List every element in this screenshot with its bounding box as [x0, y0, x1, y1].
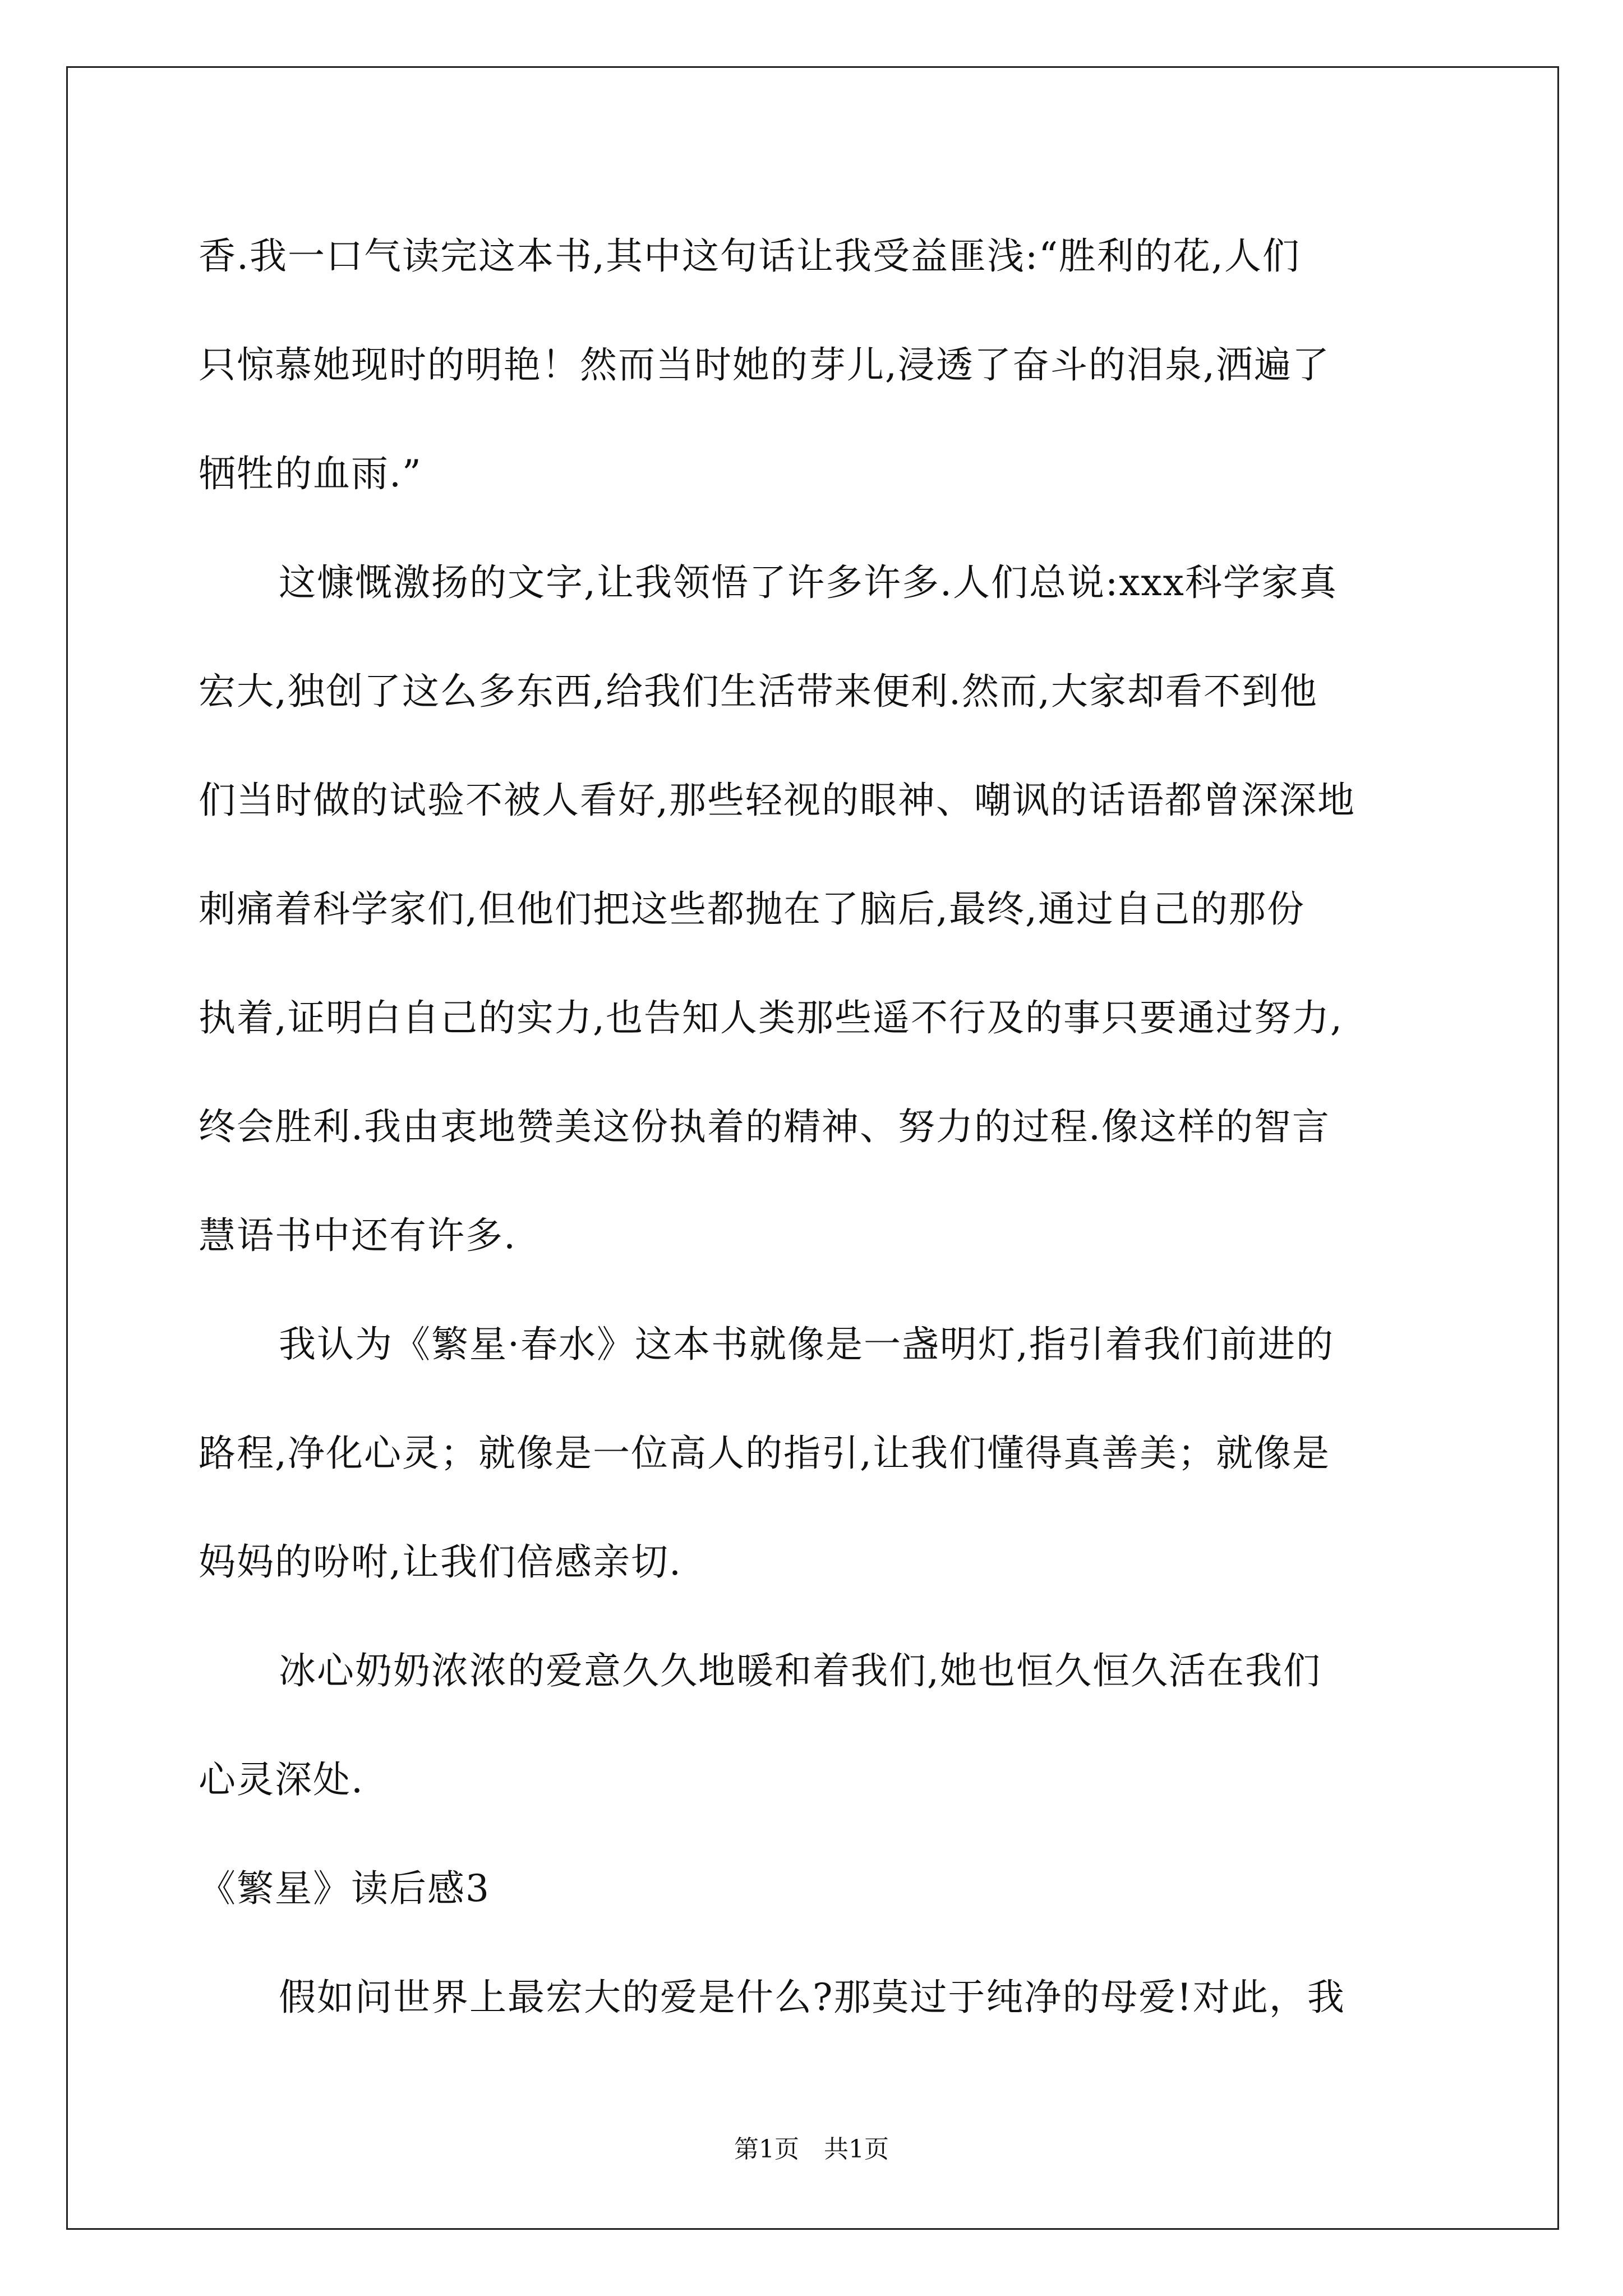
paragraph-start-line: 我认为《繁星·春水》这本书就像是一盏明灯,指引着我们前进的	[279, 1323, 1334, 1366]
text-line: 刺痛着科学家们,但他们把这些都抛在了脑后,最终,通过自己的那份	[199, 887, 1305, 931]
text-line: 只惊慕她现时的明艳！然而当时她的芽儿,浸透了奋斗的泪泉,洒遍了	[199, 343, 1330, 386]
text-line: 慧语书中还有许多.	[199, 1214, 517, 1257]
paragraph-start-line: 这慷慨激扬的文字,让我领悟了许多许多.人们总说:xxx科学家真	[279, 561, 1338, 604]
text-line: 香.我一口气读完这本书,其中这句话让我受益匪浅:“胜利的花,人们	[199, 234, 1301, 278]
text-line: 妈妈的吩咐,让我们倍感亲切.	[199, 1540, 682, 1584]
text-line: 心灵深处.	[199, 1758, 364, 1801]
text-line: 执着,证明白自己的实力,也告知人类那些遥不行及的事只要通过努力,	[199, 996, 1343, 1039]
paragraph-start-line: 冰心奶奶浓浓的爱意久久地暖和着我们,她也恒久恒久活在我们	[279, 1649, 1321, 1692]
text-line: 宏大,独创了这么多东西,给我们生活带来便利.然而,大家却看不到他	[199, 670, 1318, 713]
text-line: 牺牲的血雨.”	[199, 452, 422, 495]
paragraph-start-line: 假如问世界上最宏大的爱是什么?那莫过于纯净的母爱!对此，我	[279, 1976, 1345, 2019]
section-heading: 《繁星》读后感3	[199, 1867, 490, 1910]
text-line: 路程,净化心灵；就像是一位高人的指引,让我们懂得真善美；就像是	[199, 1432, 1330, 1475]
document-body	[199, 202, 1432, 2052]
text-line: 们当时做的试验不被人看好,那些轻视的眼神、嘲讽的话语都曾深深地	[199, 779, 1355, 822]
page-footer: 第1页 共1页	[734, 2135, 889, 2164]
text-line: 终会胜利.我由衷地赞美这份执着的精神、努力的过程.像这样的智言	[199, 1105, 1330, 1148]
